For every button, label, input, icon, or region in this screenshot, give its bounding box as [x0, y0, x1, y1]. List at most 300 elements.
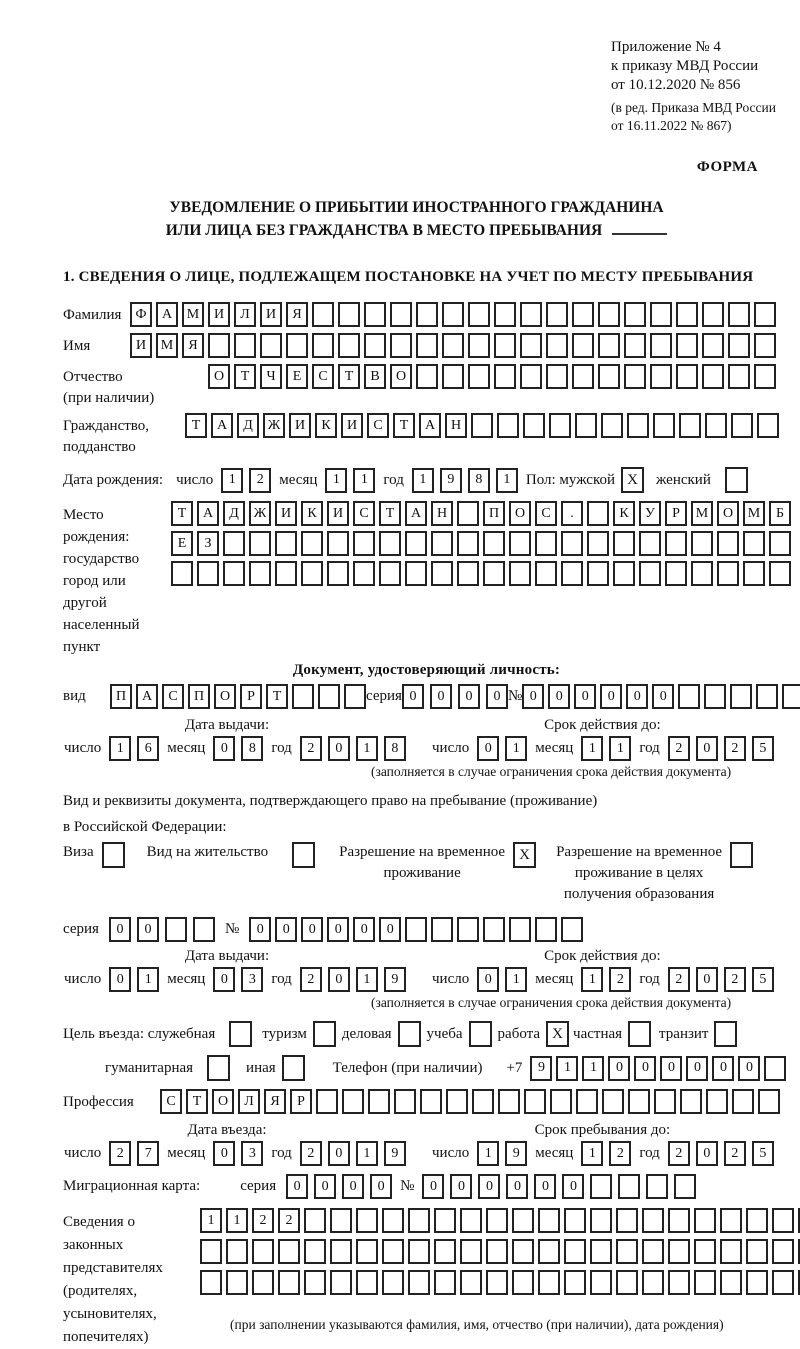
char-cell[interactable] — [561, 917, 583, 942]
char-cell[interactable] — [327, 531, 349, 556]
char-cell[interactable] — [356, 1270, 378, 1295]
char-cell[interactable] — [590, 1239, 612, 1264]
char-cell[interactable]: 0 — [506, 1174, 528, 1199]
purpose-transit-checkbox[interactable] — [714, 1021, 737, 1047]
char-cell[interactable]: Т — [393, 413, 415, 438]
char-cell[interactable] — [379, 531, 401, 556]
char-cell[interactable] — [676, 333, 698, 358]
char-cell[interactable] — [416, 364, 438, 389]
char-cell[interactable] — [292, 684, 314, 709]
char-cell[interactable] — [512, 1208, 534, 1233]
char-cell[interactable]: Н — [445, 413, 467, 438]
char-cell[interactable]: 2 — [668, 736, 690, 761]
char-cell[interactable] — [720, 1208, 742, 1233]
char-cell[interactable]: 0 — [286, 1174, 308, 1199]
char-cell[interactable] — [226, 1239, 248, 1264]
char-cell[interactable] — [234, 333, 256, 358]
char-cell[interactable] — [628, 1089, 650, 1114]
char-cell[interactable] — [364, 333, 386, 358]
title-blank-line[interactable] — [612, 221, 667, 235]
char-cell[interactable] — [471, 413, 493, 438]
char-cell[interactable] — [405, 917, 427, 942]
char-cell[interactable] — [431, 561, 453, 586]
char-cell[interactable]: 0 — [275, 917, 297, 942]
char-cell[interactable] — [564, 1270, 586, 1295]
char-cell[interactable]: Б — [769, 501, 791, 526]
char-cell[interactable] — [694, 1208, 716, 1233]
char-cell[interactable]: С — [535, 501, 557, 526]
char-cell[interactable]: Ф — [130, 302, 152, 327]
char-cell[interactable]: 1 — [505, 736, 527, 761]
char-cell[interactable]: . — [561, 501, 583, 526]
char-cell[interactable] — [691, 561, 713, 586]
char-cell[interactable] — [379, 561, 401, 586]
temp-residence-edu-checkbox[interactable] — [730, 842, 753, 868]
char-cell[interactable]: 0 — [477, 967, 499, 992]
char-cell[interactable]: 0 — [738, 1056, 760, 1081]
char-cell[interactable] — [746, 1208, 768, 1233]
char-cell[interactable]: 8 — [468, 468, 490, 493]
char-cell[interactable] — [312, 302, 334, 327]
char-cell[interactable] — [342, 1089, 364, 1114]
char-cell[interactable] — [538, 1270, 560, 1295]
char-cell[interactable]: 1 — [581, 967, 603, 992]
char-cell[interactable] — [468, 333, 490, 358]
char-cell[interactable] — [668, 1239, 690, 1264]
char-cell[interactable]: А — [211, 413, 233, 438]
char-cell[interactable]: 3 — [241, 967, 263, 992]
char-cell[interactable] — [483, 917, 505, 942]
purpose-work-checkbox[interactable]: X — [546, 1021, 569, 1047]
char-cell[interactable] — [304, 1270, 326, 1295]
char-cell[interactable]: 5 — [752, 736, 774, 761]
char-cell[interactable] — [618, 1174, 640, 1199]
char-cell[interactable] — [587, 531, 609, 556]
char-cell[interactable]: 2 — [300, 1141, 322, 1166]
char-cell[interactable]: С — [160, 1089, 182, 1114]
char-cell[interactable]: 0 — [486, 684, 508, 709]
char-cell[interactable]: Т — [186, 1089, 208, 1114]
char-cell[interactable] — [731, 413, 753, 438]
char-cell[interactable]: 3 — [241, 1141, 263, 1166]
char-cell[interactable]: 1 — [356, 967, 378, 992]
char-cell[interactable] — [434, 1239, 456, 1264]
char-cell[interactable]: 0 — [314, 1174, 336, 1199]
char-cell[interactable] — [442, 302, 464, 327]
char-cell[interactable]: 1 — [325, 468, 347, 493]
char-cell[interactable] — [535, 917, 557, 942]
char-cell[interactable] — [676, 364, 698, 389]
char-cell[interactable] — [434, 1270, 456, 1295]
char-cell[interactable]: 0 — [301, 917, 323, 942]
char-cell[interactable] — [650, 302, 672, 327]
char-cell[interactable]: А — [419, 413, 441, 438]
char-cell[interactable]: О — [212, 1089, 234, 1114]
char-cell[interactable] — [665, 531, 687, 556]
char-cell[interactable]: 0 — [328, 736, 350, 761]
char-cell[interactable]: 0 — [342, 1174, 364, 1199]
char-cell[interactable] — [520, 333, 542, 358]
char-cell[interactable] — [694, 1270, 716, 1295]
char-cell[interactable] — [691, 531, 713, 556]
char-cell[interactable]: 2 — [609, 967, 631, 992]
char-cell[interactable]: 0 — [353, 917, 375, 942]
char-cell[interactable] — [446, 1089, 468, 1114]
char-cell[interactable] — [420, 1089, 442, 1114]
char-cell[interactable] — [330, 1270, 352, 1295]
char-cell[interactable] — [624, 333, 646, 358]
char-cell[interactable]: И — [275, 501, 297, 526]
char-cell[interactable]: 0 — [660, 1056, 682, 1081]
char-cell[interactable]: 5 — [752, 967, 774, 992]
char-cell[interactable]: С — [312, 364, 334, 389]
char-cell[interactable]: Д — [237, 413, 259, 438]
char-cell[interactable]: 0 — [249, 917, 271, 942]
purpose-study-checkbox[interactable] — [469, 1021, 492, 1047]
char-cell[interactable] — [512, 1239, 534, 1264]
char-cell[interactable]: 0 — [109, 967, 131, 992]
char-cell[interactable] — [764, 1056, 786, 1081]
char-cell[interactable] — [650, 333, 672, 358]
char-cell[interactable] — [483, 561, 505, 586]
char-cell[interactable] — [769, 561, 791, 586]
char-cell[interactable]: Е — [171, 531, 193, 556]
char-cell[interactable] — [431, 531, 453, 556]
char-cell[interactable] — [338, 333, 360, 358]
purpose-business-checkbox[interactable] — [398, 1021, 421, 1047]
char-cell[interactable]: 7 — [137, 1141, 159, 1166]
char-cell[interactable]: Т — [338, 364, 360, 389]
char-cell[interactable]: 6 — [137, 736, 159, 761]
char-cell[interactable] — [509, 561, 531, 586]
char-cell[interactable] — [720, 1270, 742, 1295]
purpose-other-checkbox[interactable] — [282, 1055, 305, 1081]
char-cell[interactable]: 0 — [712, 1056, 734, 1081]
char-cell[interactable] — [330, 1208, 352, 1233]
visa-checkbox[interactable] — [102, 842, 125, 868]
char-cell[interactable] — [572, 333, 594, 358]
char-cell[interactable]: У — [639, 501, 661, 526]
char-cell[interactable] — [746, 1239, 768, 1264]
char-cell[interactable]: И — [130, 333, 152, 358]
char-cell[interactable]: О — [509, 501, 531, 526]
char-cell[interactable]: Т — [185, 413, 207, 438]
char-cell[interactable] — [457, 561, 479, 586]
char-cell[interactable]: М — [691, 501, 713, 526]
char-cell[interactable] — [678, 684, 700, 709]
char-cell[interactable] — [627, 413, 649, 438]
char-cell[interactable] — [494, 302, 516, 327]
char-cell[interactable]: 1 — [412, 468, 434, 493]
char-cell[interactable]: 1 — [581, 736, 603, 761]
char-cell[interactable] — [408, 1239, 430, 1264]
char-cell[interactable] — [564, 1239, 586, 1264]
char-cell[interactable] — [639, 561, 661, 586]
char-cell[interactable] — [616, 1270, 638, 1295]
char-cell[interactable]: Е — [286, 364, 308, 389]
char-cell[interactable]: 1 — [109, 736, 131, 761]
char-cell[interactable]: 0 — [686, 1056, 708, 1081]
char-cell[interactable]: А — [197, 501, 219, 526]
char-cell[interactable] — [382, 1239, 404, 1264]
char-cell[interactable] — [758, 1089, 780, 1114]
char-cell[interactable] — [676, 302, 698, 327]
char-cell[interactable] — [275, 561, 297, 586]
char-cell[interactable]: К — [301, 501, 323, 526]
char-cell[interactable] — [457, 501, 479, 526]
char-cell[interactable] — [705, 413, 727, 438]
char-cell[interactable] — [520, 302, 542, 327]
char-cell[interactable]: 9 — [384, 1141, 406, 1166]
char-cell[interactable] — [728, 302, 750, 327]
char-cell[interactable] — [702, 333, 724, 358]
char-cell[interactable] — [653, 413, 675, 438]
char-cell[interactable] — [171, 561, 193, 586]
char-cell[interactable]: Т — [171, 501, 193, 526]
char-cell[interactable] — [772, 1270, 794, 1295]
char-cell[interactable] — [260, 333, 282, 358]
char-cell[interactable] — [405, 561, 427, 586]
char-cell[interactable] — [587, 501, 609, 526]
char-cell[interactable]: И — [260, 302, 282, 327]
char-cell[interactable]: Ч — [260, 364, 282, 389]
char-cell[interactable] — [494, 364, 516, 389]
char-cell[interactable] — [483, 531, 505, 556]
char-cell[interactable] — [252, 1270, 274, 1295]
char-cell[interactable] — [717, 561, 739, 586]
char-cell[interactable] — [286, 333, 308, 358]
char-cell[interactable]: 0 — [634, 1056, 656, 1081]
char-cell[interactable]: 1 — [505, 967, 527, 992]
char-cell[interactable] — [674, 1174, 696, 1199]
char-cell[interactable] — [523, 413, 545, 438]
char-cell[interactable] — [165, 917, 187, 942]
char-cell[interactable]: 0 — [696, 967, 718, 992]
char-cell[interactable] — [486, 1270, 508, 1295]
char-cell[interactable] — [338, 302, 360, 327]
char-cell[interactable] — [572, 302, 594, 327]
char-cell[interactable] — [728, 333, 750, 358]
char-cell[interactable]: Р — [240, 684, 262, 709]
char-cell[interactable] — [754, 333, 776, 358]
char-cell[interactable] — [550, 1089, 572, 1114]
char-cell[interactable] — [408, 1270, 430, 1295]
char-cell[interactable] — [486, 1239, 508, 1264]
char-cell[interactable]: 9 — [505, 1141, 527, 1166]
char-cell[interactable]: 0 — [109, 917, 131, 942]
char-cell[interactable]: 1 — [200, 1208, 222, 1233]
char-cell[interactable]: 9 — [384, 967, 406, 992]
char-cell[interactable] — [590, 1174, 612, 1199]
char-cell[interactable] — [252, 1239, 274, 1264]
char-cell[interactable] — [312, 333, 334, 358]
char-cell[interactable]: 0 — [430, 684, 452, 709]
char-cell[interactable]: 0 — [137, 917, 159, 942]
char-cell[interactable] — [702, 364, 724, 389]
char-cell[interactable] — [356, 1239, 378, 1264]
char-cell[interactable]: 1 — [581, 1141, 603, 1166]
char-cell[interactable] — [694, 1239, 716, 1264]
char-cell[interactable]: П — [110, 684, 132, 709]
char-cell[interactable] — [538, 1239, 560, 1264]
char-cell[interactable] — [706, 1089, 728, 1114]
char-cell[interactable] — [639, 531, 661, 556]
char-cell[interactable]: 0 — [213, 967, 235, 992]
char-cell[interactable] — [535, 561, 557, 586]
char-cell[interactable]: И — [327, 501, 349, 526]
char-cell[interactable]: 0 — [328, 967, 350, 992]
char-cell[interactable] — [642, 1208, 664, 1233]
char-cell[interactable]: Л — [234, 302, 256, 327]
char-cell[interactable] — [587, 561, 609, 586]
char-cell[interactable]: 0 — [477, 736, 499, 761]
char-cell[interactable]: 1 — [226, 1208, 248, 1233]
char-cell[interactable] — [624, 364, 646, 389]
char-cell[interactable]: Н — [431, 501, 453, 526]
char-cell[interactable] — [730, 684, 752, 709]
char-cell[interactable] — [249, 531, 271, 556]
char-cell[interactable]: 1 — [477, 1141, 499, 1166]
char-cell[interactable] — [457, 917, 479, 942]
char-cell[interactable] — [576, 1089, 598, 1114]
char-cell[interactable]: 0 — [652, 684, 674, 709]
char-cell[interactable]: И — [289, 413, 311, 438]
gender-male-checkbox[interactable]: X — [621, 467, 644, 493]
char-cell[interactable] — [668, 1208, 690, 1233]
char-cell[interactable]: 1 — [496, 468, 518, 493]
char-cell[interactable] — [732, 1089, 754, 1114]
char-cell[interactable]: Р — [665, 501, 687, 526]
char-cell[interactable] — [457, 531, 479, 556]
char-cell[interactable]: 9 — [440, 468, 462, 493]
char-cell[interactable] — [757, 413, 779, 438]
char-cell[interactable]: П — [483, 501, 505, 526]
char-cell[interactable] — [223, 561, 245, 586]
char-cell[interactable] — [200, 1239, 222, 1264]
char-cell[interactable]: 2 — [724, 736, 746, 761]
char-cell[interactable] — [642, 1270, 664, 1295]
char-cell[interactable]: Я — [182, 333, 204, 358]
char-cell[interactable]: 9 — [530, 1056, 552, 1081]
char-cell[interactable]: Р — [290, 1089, 312, 1114]
char-cell[interactable]: М — [182, 302, 204, 327]
char-cell[interactable] — [344, 684, 366, 709]
char-cell[interactable] — [624, 302, 646, 327]
char-cell[interactable]: А — [405, 501, 427, 526]
char-cell[interactable]: О — [214, 684, 236, 709]
char-cell[interactable] — [575, 413, 597, 438]
char-cell[interactable]: 1 — [556, 1056, 578, 1081]
char-cell[interactable]: К — [613, 501, 635, 526]
char-cell[interactable]: 2 — [609, 1141, 631, 1166]
purpose-humanitarian-checkbox[interactable] — [207, 1055, 230, 1081]
char-cell[interactable]: 0 — [696, 736, 718, 761]
char-cell[interactable] — [679, 413, 701, 438]
char-cell[interactable] — [301, 531, 323, 556]
char-cell[interactable]: И — [208, 302, 230, 327]
char-cell[interactable] — [442, 364, 464, 389]
char-cell[interactable]: 0 — [458, 684, 480, 709]
char-cell[interactable] — [509, 531, 531, 556]
char-cell[interactable] — [509, 917, 531, 942]
char-cell[interactable]: Я — [286, 302, 308, 327]
char-cell[interactable]: 0 — [562, 1174, 584, 1199]
char-cell[interactable]: 8 — [241, 736, 263, 761]
char-cell[interactable]: 1 — [137, 967, 159, 992]
char-cell[interactable]: М — [743, 501, 765, 526]
char-cell[interactable] — [524, 1089, 546, 1114]
char-cell[interactable]: Т — [266, 684, 288, 709]
char-cell[interactable] — [561, 561, 583, 586]
char-cell[interactable]: 1 — [356, 736, 378, 761]
char-cell[interactable]: 0 — [213, 1141, 235, 1166]
char-cell[interactable]: О — [390, 364, 412, 389]
char-cell[interactable] — [382, 1208, 404, 1233]
char-cell[interactable]: 2 — [300, 967, 322, 992]
char-cell[interactable] — [382, 1270, 404, 1295]
char-cell[interactable] — [598, 364, 620, 389]
char-cell[interactable] — [223, 531, 245, 556]
char-cell[interactable]: О — [717, 501, 739, 526]
char-cell[interactable] — [665, 561, 687, 586]
char-cell[interactable] — [650, 364, 672, 389]
char-cell[interactable]: Д — [223, 501, 245, 526]
char-cell[interactable] — [249, 561, 271, 586]
char-cell[interactable] — [330, 1239, 352, 1264]
char-cell[interactable]: К — [315, 413, 337, 438]
char-cell[interactable] — [704, 684, 726, 709]
purpose-official-checkbox[interactable] — [229, 1021, 252, 1047]
char-cell[interactable] — [616, 1239, 638, 1264]
char-cell[interactable]: 0 — [696, 1141, 718, 1166]
char-cell[interactable] — [416, 302, 438, 327]
char-cell[interactable] — [642, 1239, 664, 1264]
char-cell[interactable]: 2 — [668, 967, 690, 992]
char-cell[interactable]: 1 — [582, 1056, 604, 1081]
char-cell[interactable] — [754, 364, 776, 389]
char-cell[interactable] — [601, 413, 623, 438]
char-cell[interactable]: 0 — [327, 917, 349, 942]
char-cell[interactable]: 0 — [522, 684, 544, 709]
char-cell[interactable]: Я — [264, 1089, 286, 1114]
char-cell[interactable] — [472, 1089, 494, 1114]
char-cell[interactable] — [702, 302, 724, 327]
char-cell[interactable] — [416, 333, 438, 358]
char-cell[interactable] — [743, 561, 765, 586]
char-cell[interactable] — [654, 1089, 676, 1114]
char-cell[interactable] — [494, 333, 516, 358]
char-cell[interactable]: С — [162, 684, 184, 709]
char-cell[interactable] — [408, 1208, 430, 1233]
char-cell[interactable] — [390, 302, 412, 327]
char-cell[interactable]: И — [341, 413, 363, 438]
char-cell[interactable]: 2 — [252, 1208, 274, 1233]
char-cell[interactable] — [468, 364, 490, 389]
char-cell[interactable]: 2 — [668, 1141, 690, 1166]
char-cell[interactable] — [668, 1270, 690, 1295]
char-cell[interactable] — [497, 413, 519, 438]
char-cell[interactable]: Т — [379, 501, 401, 526]
char-cell[interactable] — [498, 1089, 520, 1114]
char-cell[interactable] — [772, 1208, 794, 1233]
char-cell[interactable]: П — [188, 684, 210, 709]
char-cell[interactable]: 2 — [109, 1141, 131, 1166]
char-cell[interactable]: Л — [238, 1089, 260, 1114]
char-cell[interactable] — [561, 531, 583, 556]
temp-residence-checkbox[interactable]: X — [513, 842, 536, 868]
char-cell[interactable] — [535, 531, 557, 556]
char-cell[interactable]: 0 — [213, 736, 235, 761]
